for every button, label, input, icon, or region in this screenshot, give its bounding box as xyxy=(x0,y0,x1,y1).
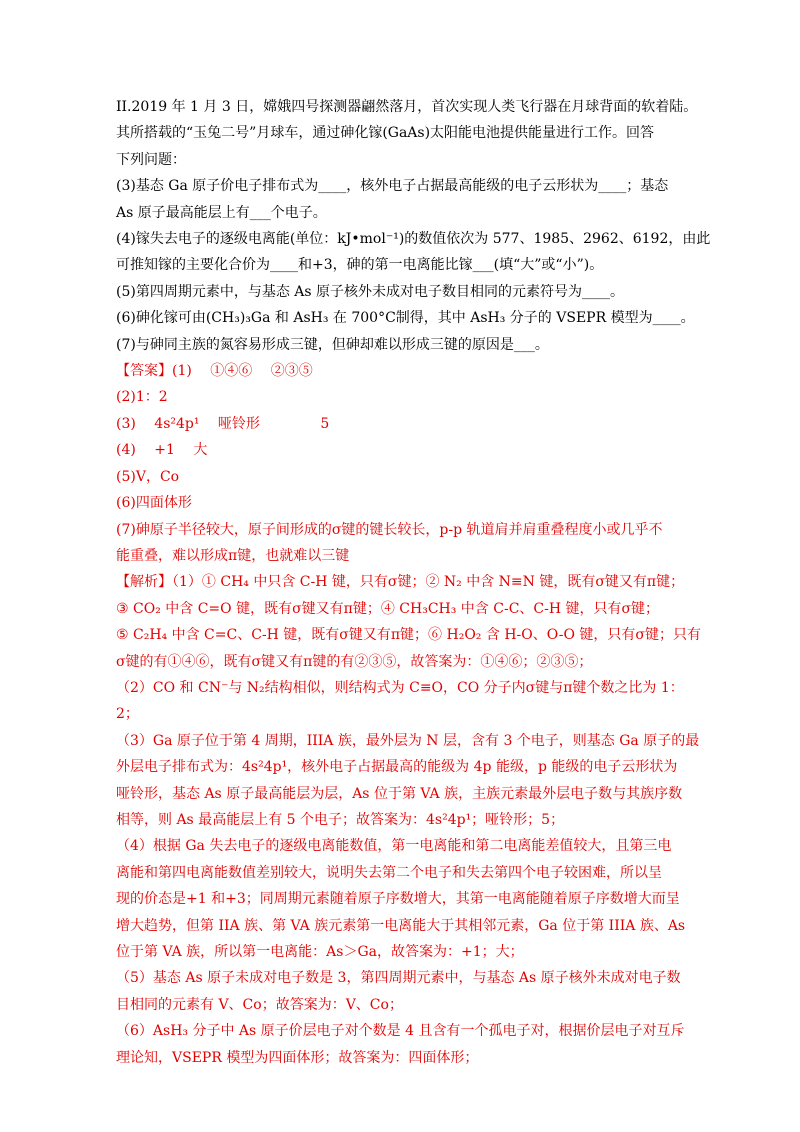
analysis-line: 【解析】（1）① CH₄ 中只含 C-H 键，只有σ键；② N₂ 中含 N≡N 键，既有σ键又有π键； xyxy=(116,574,685,591)
analysis-line: 哑铃形，基态 As 原子最高能层为层，As 位于第 VA 族，主族元素最外层电子数与其族序数 xyxy=(116,785,683,802)
answer-line: (3) 4s²4p¹ 哑铃形 5 xyxy=(116,415,330,432)
analysis-line: 增大趋势，但第 IIA 族、第 VA 族元素第一电离能大于其相邻元素，Ga 位于第 IIIA 族、As xyxy=(116,917,686,934)
analysis-line: ③ CO₂ 中含 C=O 键，既有σ键又有π键；④ CH₃CH₃ 中含 C-C、C-H 键，只有σ键； xyxy=(116,600,660,617)
analysis-line: （4）根据 Ga 失去电子的逐级电离能数值，第一电离能和第二电离能差值较大，且第三电 xyxy=(116,838,672,855)
question-line: 其所搭载的“玉兔二号”月球车，通过砷化镓(GaAs)太阳能电池提供能量进行工作。回答 xyxy=(116,125,655,142)
question-line: (5)第四周期元素中，与基态 As 原子核外未成对电子数目相同的元素符号为____。 xyxy=(116,283,625,300)
question-line: (6)砷化镓可由(CH₃)₃Ga 和 AsH₃ 在 700°C制得，其中 AsH₃ 分子的 VSEPR 模型为____。 xyxy=(116,310,695,327)
analysis-line: 外层电子排布式为：4s²4p¹，核外电子占据最高的能级为 4p 能级，p 能级的电子云形状为 xyxy=(116,759,678,776)
answer-line: (6)四面体形 xyxy=(116,495,192,512)
analysis-line: （5）基态 As 原子未成对电子数是 3，第四周期元素中，与基态 As 原子核外未成对电子数 xyxy=(116,970,681,987)
question-line: II.2019 年 1 月 3 日，嫦娥四号探测器翩然落月，首次实现人类飞行器在月球背面的软着陆。 xyxy=(116,99,698,115)
question-line: (3)基态 Ga 原子价电子排布式为____，核外电子占据最高能级的电子云形状为____；基态 xyxy=(116,178,669,195)
question-line: As 原子最高能层上有___个电子。 xyxy=(116,204,327,221)
question-line: 可推知镓的主要化合价为____和+3，砷的第一电离能比镓___(填“大”或“小”)。 xyxy=(116,257,604,274)
analysis-line: （3）Ga 原子位于第 4 周期，IIIA 族，最外层为 N 层，含有 3 个电子，则基态 Ga 原子的最 xyxy=(116,732,700,749)
question-line: (4)镓失去电子的逐级电离能(单位：kJ•mol⁻¹)的数值依次为 577、1985、2962、6192，由此 xyxy=(116,231,711,248)
analysis-line: ⑤ C₂H₄ 中含 C=C、C-H 键，既有σ键又有π键；⑥ H₂O₂ 含 H-O、O-O 键，只有σ键；只有 xyxy=(116,627,701,644)
question-line: (7)与砷同主族的氮容易形成三键，但砷却难以形成三键的原因是___。 xyxy=(116,336,549,353)
answer-line: (5)V，Co xyxy=(116,468,180,485)
analysis-line: 理论知，VSEPR 模型为四面体形；故答案为：四面体形； xyxy=(116,1049,479,1066)
question-line: 下列问题： xyxy=(116,151,186,168)
answer-block xyxy=(116,358,696,569)
analysis-line: 2； xyxy=(116,706,139,723)
answer-line: (2)1：2 xyxy=(116,389,168,406)
analysis-block xyxy=(116,569,701,1071)
analysis-line: 现的价态是+1 和+3；同周期元素随着原子序数增大，其第一电离能随着原子序数增大而呈 xyxy=(116,891,680,908)
analysis-line: 离能和第四电离能数值差别较大，说明失去第二个电子和失去第四个电子较困难，所以呈 xyxy=(116,864,662,881)
document-page xyxy=(116,94,711,1071)
analysis-line: σ键的有①④⑥，既有σ键又有π键的有②③⑤，故答案为：①④⑥；②③⑤； xyxy=(116,653,593,670)
analysis-line: （6）AsH₃ 分子中 As 原子价层电子对个数是 4 且含有一个孤电子对，根据价层电子对互斥 xyxy=(116,1023,685,1040)
analysis-line: 目相同的元素有 V、Co；故答案为：V、Co； xyxy=(116,996,403,1013)
answer-line: 能重叠，难以形成π键，也就难以三键 xyxy=(116,547,350,564)
answer-line: (7)砷原子半径较大，原子间形成的σ键的键长较长，p-p 轨道肩并肩重叠程度小或几乎不 xyxy=(116,521,663,538)
analysis-line: （2）CO 和 CN⁻与 N₂结构相似，则结构式为 C≡O，CO 分子内σ键与π键个数之比为 1： xyxy=(116,679,684,696)
analysis-line: 相等，则 As 最高能层上有 5 个电子；故答案为：4s²4p¹；哑铃形；5； xyxy=(116,811,565,828)
question-block xyxy=(116,94,711,358)
answer-line: 【答案】(1) ①④⑥ ②③⑤ xyxy=(116,363,313,380)
analysis-line: 位于第 VA 族，所以第一电离能：As＞Ga，故答案为：+1；大； xyxy=(116,944,524,960)
answer-line: (4) +1 大 xyxy=(116,442,208,459)
